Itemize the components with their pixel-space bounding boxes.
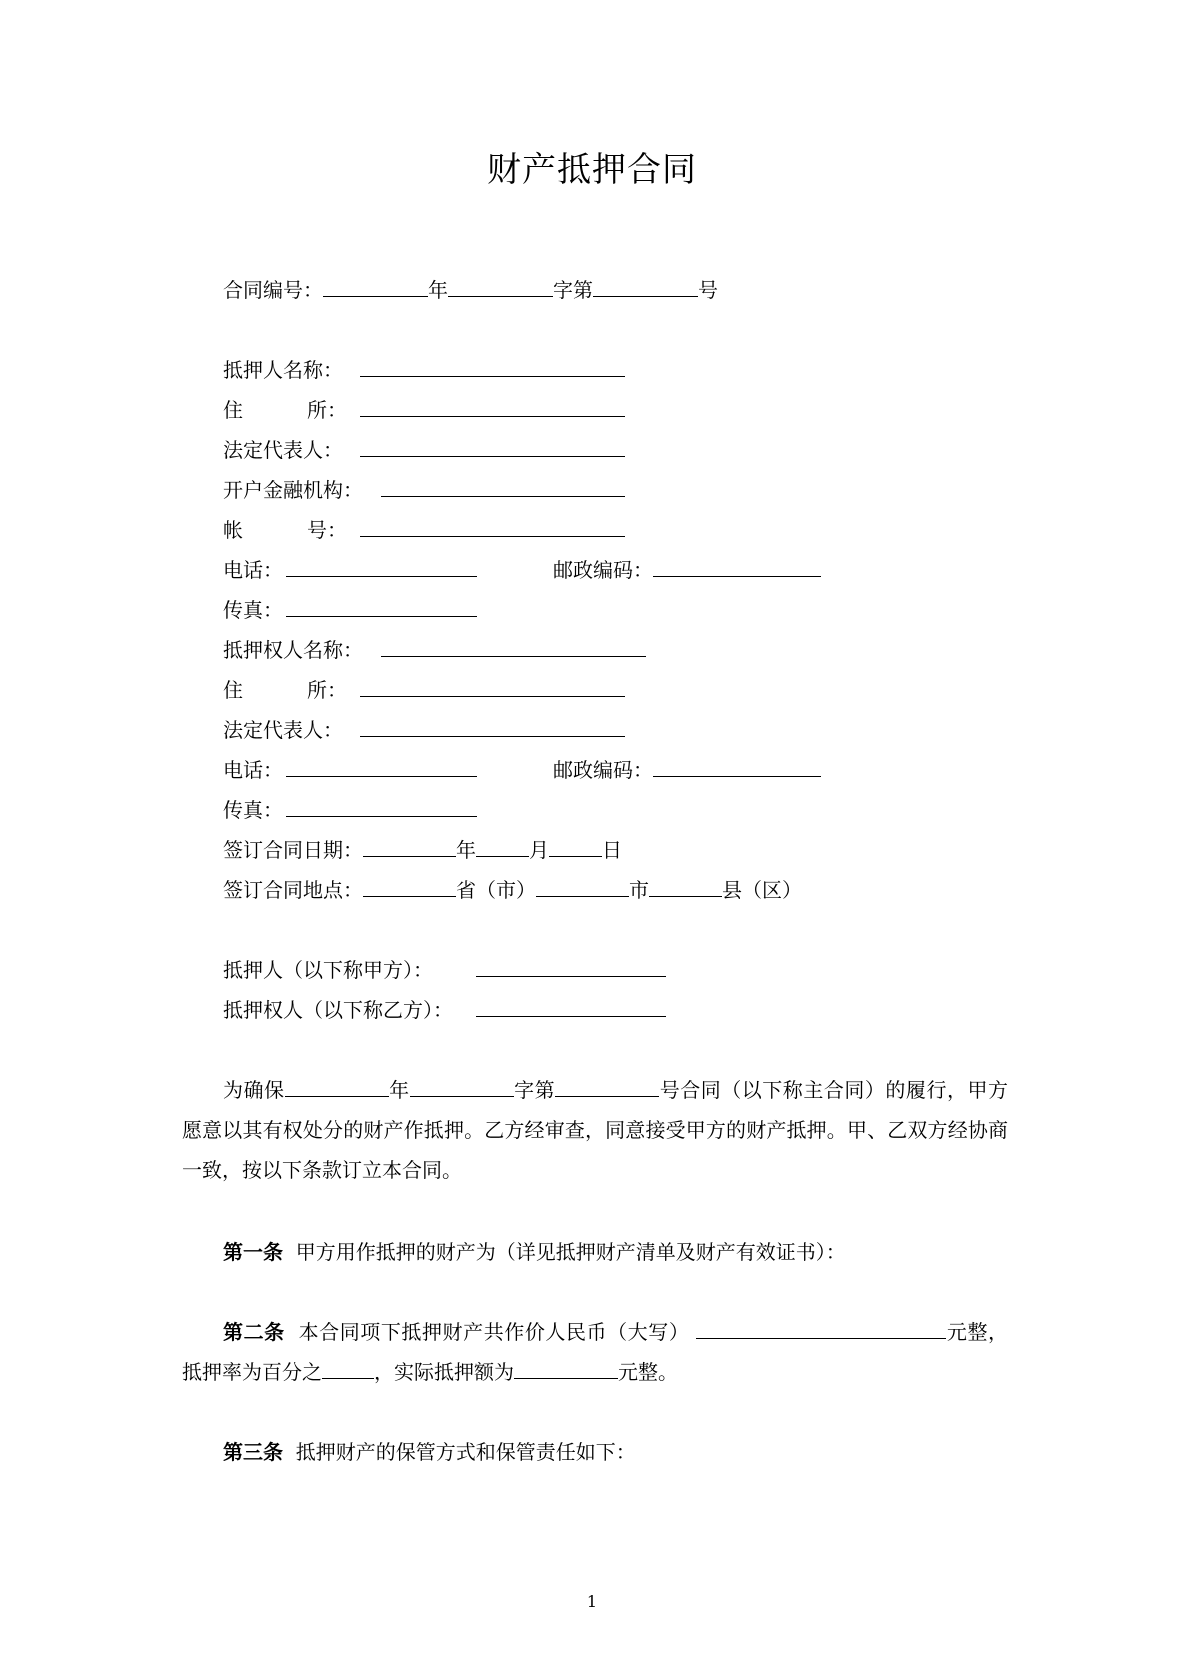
address-label-b: 所： [307,678,347,702]
fax-label: 传真： [223,798,283,822]
phone-label: 电话： [223,558,283,582]
county-label: 县（区） [722,878,802,902]
blank-field[interactable] [286,756,477,777]
mortgagor-address-line [223,396,625,424]
blank-field[interactable] [322,1358,374,1379]
year-label: 年 [428,278,448,302]
blank-field[interactable] [360,356,625,377]
mortgagor-account-line [223,516,625,544]
article-text: 抵押财产的保管方式和保管责任如下： [295,1440,636,1464]
day-label: 日 [602,838,622,862]
province-label: 省（市） [456,878,536,902]
page-number: 1 [586,1592,598,1611]
blank-field[interactable] [653,756,821,777]
mortgagor-name-label: 抵押人名称： [223,358,343,382]
blank-field[interactable] [285,1076,389,1097]
page-title: 财产抵押合同 [487,150,697,190]
mortgagee-fax-line [223,796,477,824]
year-label: 年 [456,838,476,862]
article-text: 本合同项下抵押财产共作价人民币（大写） [298,1320,690,1344]
preamble-text: 字第 [513,1078,556,1102]
article-text: 元整，抵押率为百分之 [182,1320,1009,1384]
preamble-text: 号合同（以下称主合同）的履行，甲方愿意以其有权处分的财产作抵押。乙方经审查，同意接受甲方的财产抵押。甲、乙双方经协商一致，按以下条款订立本合同。 [182,1078,1009,1182]
blank-field[interactable] [448,276,553,297]
contract-number-label: 合同编号： [223,278,323,302]
mortgagor-phone-line [223,556,821,584]
blank-field[interactable] [649,876,722,897]
blank-field[interactable] [360,716,625,737]
blank-field[interactable] [323,276,428,297]
article-heading: 第一条 [223,1240,283,1264]
legal-rep-label: 法定代表人： [223,718,343,742]
preamble-text: 年 [388,1078,410,1102]
article-2 [182,1312,1008,1392]
contract-number-line [223,276,718,304]
blank-field[interactable] [286,596,477,617]
blank-field[interactable] [555,1076,659,1097]
city-label: 市 [629,878,649,902]
hao-label: 号 [698,278,718,302]
party-b-line [223,996,666,1024]
article-heading: 第二条 [223,1320,285,1344]
postcode-label: 邮政编码： [553,758,653,782]
blank-field[interactable] [593,276,698,297]
blank-field[interactable] [363,836,456,857]
bank-label: 开户金融机构： [223,478,363,502]
party-a-label: 抵押人（以下称甲方）： [223,958,433,982]
address-label-a: 住 [223,678,243,702]
blank-field[interactable] [381,636,646,657]
phone-label: 电话： [223,758,283,782]
sign-place-line [223,876,802,904]
article-3 [182,1432,1008,1472]
account-label-b: 号： [307,518,347,542]
zi-di-label: 字第 [553,278,593,302]
article-text: 元整。 [618,1360,678,1384]
blank-field[interactable] [536,876,629,897]
account-label-a: 帐 [223,518,243,542]
blank-field[interactable] [360,516,625,537]
article-1 [182,1232,1008,1272]
blank-field[interactable] [360,676,625,697]
party-b-label: 抵押权人（以下称乙方）： [223,998,453,1022]
sign-date-label: 签订合同日期： [223,838,363,862]
article-text: 甲方用作抵押的财产为（详见抵押财产清单及财产有效证书）： [295,1240,846,1264]
blank-field[interactable] [476,956,666,977]
blank-field[interactable] [549,836,602,857]
mortgagee-name-label: 抵押权人名称： [223,638,363,662]
blank-field[interactable] [653,556,821,577]
blank-field[interactable] [363,876,456,897]
blank-field[interactable] [476,836,529,857]
mortgagor-name-line [223,356,625,384]
article-text: ，实际抵押额为 [374,1360,514,1384]
address-label-a: 住 [223,398,243,422]
party-a-line [223,956,666,984]
address-label-b: 所： [307,398,347,422]
blank-field[interactable] [286,556,477,577]
sign-date-line [223,836,622,864]
mortgagor-fax-line [223,596,477,624]
blank-field[interactable] [286,796,477,817]
mortgagor-legal-rep-line [223,436,625,464]
blank-field[interactable] [360,396,625,417]
legal-rep-label: 法定代表人： [223,438,343,462]
mortgagee-name-line [223,636,646,664]
mortgagor-bank-line [223,476,625,504]
article-heading: 第三条 [223,1440,283,1464]
mortgagee-address-line [223,676,625,704]
sign-place-label: 签订合同地点： [223,878,363,902]
blank-field[interactable] [696,1318,946,1339]
blank-field[interactable] [514,1358,618,1379]
blank-field[interactable] [476,996,666,1017]
month-label: 月 [529,838,549,862]
fax-label: 传真： [223,598,283,622]
preamble-paragraph [182,1070,1008,1190]
mortgagee-legal-rep-line [223,716,625,744]
blank-field[interactable] [381,476,625,497]
mortgagee-phone-line [223,756,821,784]
blank-field[interactable] [360,436,625,457]
blank-field[interactable] [410,1076,514,1097]
preamble-text: 为确保 [223,1078,285,1102]
postcode-label: 邮政编码： [553,558,653,582]
